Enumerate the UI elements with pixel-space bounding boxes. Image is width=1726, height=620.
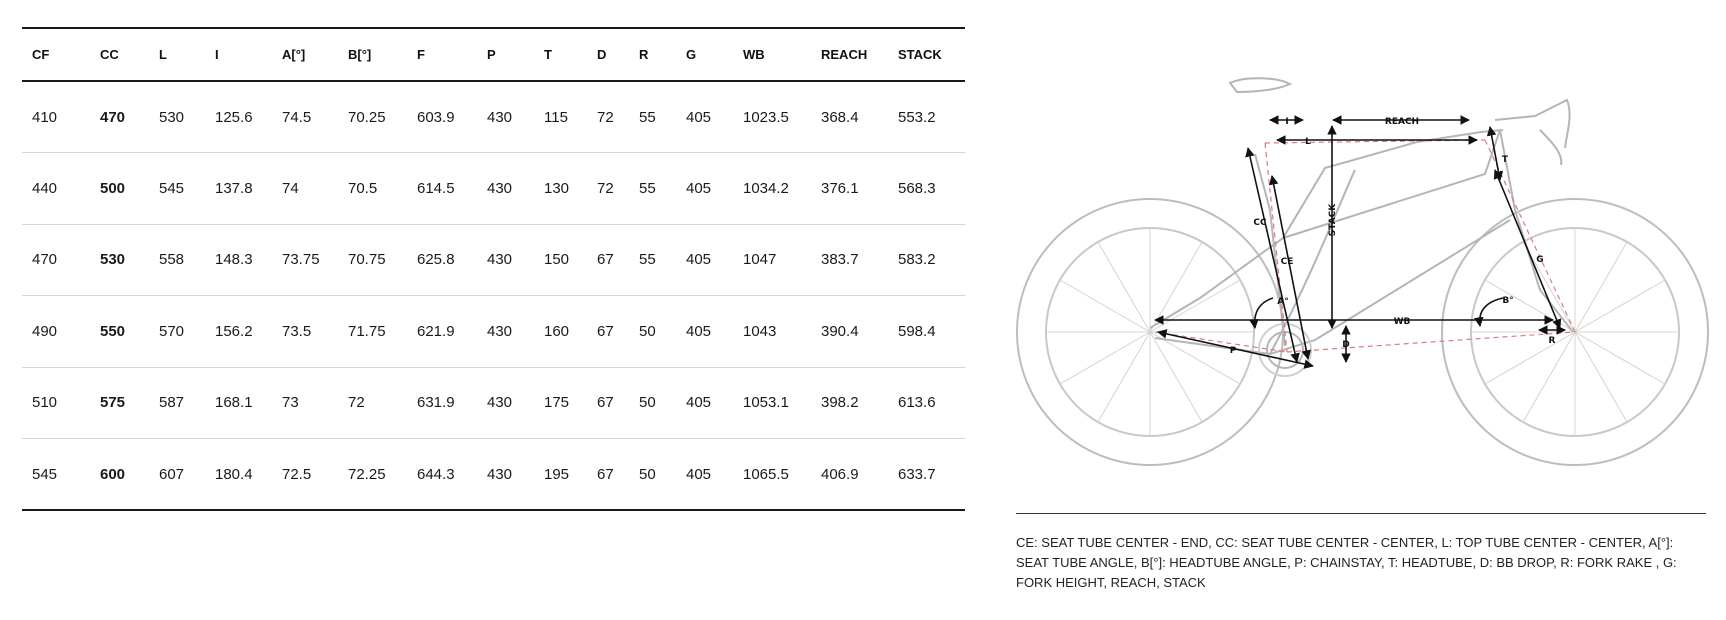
table-cell: 70.25 [338,81,407,153]
table-cell: 67 [587,439,629,511]
table-cell: 430 [477,153,534,225]
table-cell: 405 [676,296,733,368]
table-cell: 73.5 [272,296,338,368]
column-header-cf: CF [22,28,90,81]
table-cell: 530 [90,224,149,296]
table-cell: 72 [587,153,629,225]
table-cell: 614.5 [407,153,477,225]
column-header-p: P [477,28,534,81]
table-cell: 613.6 [888,367,965,439]
table-cell: 1043 [733,296,811,368]
table-cell: 644.3 [407,439,477,511]
table-cell: 148.3 [205,224,272,296]
table-cell: 470 [90,81,149,153]
table-cell: 72.25 [338,439,407,511]
table-cell: 368.4 [811,81,888,153]
table-row [22,224,965,296]
label-ce: CE [1280,257,1294,267]
table-cell: 510 [22,367,90,439]
table-cell: 1023.5 [733,81,811,153]
table-cell: 72.5 [272,439,338,511]
table-cell: 603.9 [407,81,477,153]
column-header-reach: REACH [811,28,888,81]
column-header-cc: CC [90,28,149,81]
column-header-l: L [149,28,205,81]
table-cell: 410 [22,81,90,153]
table-row [22,367,965,439]
table-row [22,296,965,368]
table-cell: 406.9 [811,439,888,511]
table-cell: 405 [676,367,733,439]
label-b: B° [1502,296,1514,306]
table-cell: 67 [587,296,629,368]
table-cell: 137.8 [205,153,272,225]
table-cell: 430 [477,439,534,511]
table-row [22,81,965,153]
column-header-t: T [534,28,587,81]
column-header-r: R [629,28,676,81]
table-cell: 405 [676,153,733,225]
table-cell: 631.9 [407,367,477,439]
table-cell: 430 [477,81,534,153]
label-wb: WB [1393,317,1411,327]
table-cell: 130 [534,153,587,225]
table-cell: 633.7 [888,439,965,511]
label-reach: REACH [1384,117,1420,127]
table-cell: 67 [587,224,629,296]
table-cell: 575 [90,367,149,439]
table-cell: 55 [629,224,676,296]
label-d: D [1342,340,1350,350]
table-cell: 50 [629,439,676,511]
table-cell: 50 [629,367,676,439]
geometry-table-grid [22,27,965,511]
label-t: T [1501,155,1509,165]
table-cell: 430 [477,224,534,296]
table-cell: 405 [676,439,733,511]
table-cell: 568.3 [888,153,965,225]
table-cell: 398.2 [811,367,888,439]
bike-frame [1150,78,1573,376]
label-cc: CC [1253,218,1267,228]
table-cell: 500 [90,153,149,225]
table-cell: 430 [477,367,534,439]
geometry-table [22,27,945,511]
table-cell: 180.4 [205,439,272,511]
table-cell: 67 [587,367,629,439]
table-cell: 621.9 [407,296,477,368]
table-cell: 625.8 [407,224,477,296]
table-cell: 570 [149,296,205,368]
table-cell: 583.2 [888,224,965,296]
table-cell: 607 [149,439,205,511]
label-p: P [1229,346,1237,356]
column-header-i: I [205,28,272,81]
table-cell: 530 [149,81,205,153]
table-cell: 72 [587,81,629,153]
table-cell: 587 [149,367,205,439]
bike-diagram-svg [1015,70,1715,470]
table-cell: 50 [629,296,676,368]
table-cell: 55 [629,153,676,225]
table-cell: 383.7 [811,224,888,296]
table-cell: 55 [629,81,676,153]
rear-wheel [1017,199,1283,465]
table-cell: 1047 [733,224,811,296]
column-header-a: A[°] [272,28,338,81]
column-header-d: D [587,28,629,81]
table-cell: 558 [149,224,205,296]
table-cell: 73.75 [272,224,338,296]
table-cell: 490 [22,296,90,368]
table-cell: 74 [272,153,338,225]
table-cell: 1065.5 [733,439,811,511]
table-cell: 70.75 [338,224,407,296]
table-cell: 376.1 [811,153,888,225]
label-l: L [1305,137,1311,147]
table-cell: 156.2 [205,296,272,368]
table-cell: 175 [534,367,587,439]
table-cell: 74.5 [272,81,338,153]
table-cell: 545 [22,439,90,511]
table-cell: 405 [676,81,733,153]
column-header-stack: STACK [888,28,965,81]
table-cell: 1034.2 [733,153,811,225]
column-header-g: G [676,28,733,81]
label-i: I [1285,117,1289,127]
table-body [22,81,965,510]
bike-geometry-diagram [1015,70,1715,470]
table-cell: 553.2 [888,81,965,153]
column-header-b: B[°] [338,28,407,81]
label-r: R [1548,336,1556,346]
table-cell: 545 [149,153,205,225]
table-cell: 405 [676,224,733,296]
legend-divider [1016,513,1706,514]
table-header-row [22,28,965,81]
table-cell: 600 [90,439,149,511]
table-cell: 550 [90,296,149,368]
table-cell: 115 [534,81,587,153]
table-cell: 470 [22,224,90,296]
table-cell: 1053.1 [733,367,811,439]
geometry-legend: CE: SEAT TUBE CENTER - END, CC: SEAT TUBE CENTER - CENTER, L: TOP TUBE CENTER - CENTER, A[°]: SEAT TUBE ANGLE, B[°]: HEADTUBE ANGLE, P: CHAINSTAY, T: HEADTUBE, D: BB DROP, R: FORK RAKE , G: FORK HEIGHT, REACH, STACK [1016,535,1677,590]
table-row [22,439,965,511]
table-cell: 598.4 [888,296,965,368]
table-cell: 71.75 [338,296,407,368]
table-cell: 72 [338,367,407,439]
label-stack: STACK [1328,203,1338,237]
table-cell: 168.1 [205,367,272,439]
table-row [22,153,965,225]
table-cell: 160 [534,296,587,368]
column-header-wb: WB [733,28,811,81]
table-cell: 73 [272,367,338,439]
table-cell: 70.5 [338,153,407,225]
label-g: G [1536,255,1544,265]
table-cell: 440 [22,153,90,225]
column-header-f: F [407,28,477,81]
table-cell: 430 [477,296,534,368]
table-cell: 150 [534,224,587,296]
label-a: A° [1277,297,1289,307]
table-cell: 125.6 [205,81,272,153]
table-cell: 195 [534,439,587,511]
table-cell: 390.4 [811,296,888,368]
